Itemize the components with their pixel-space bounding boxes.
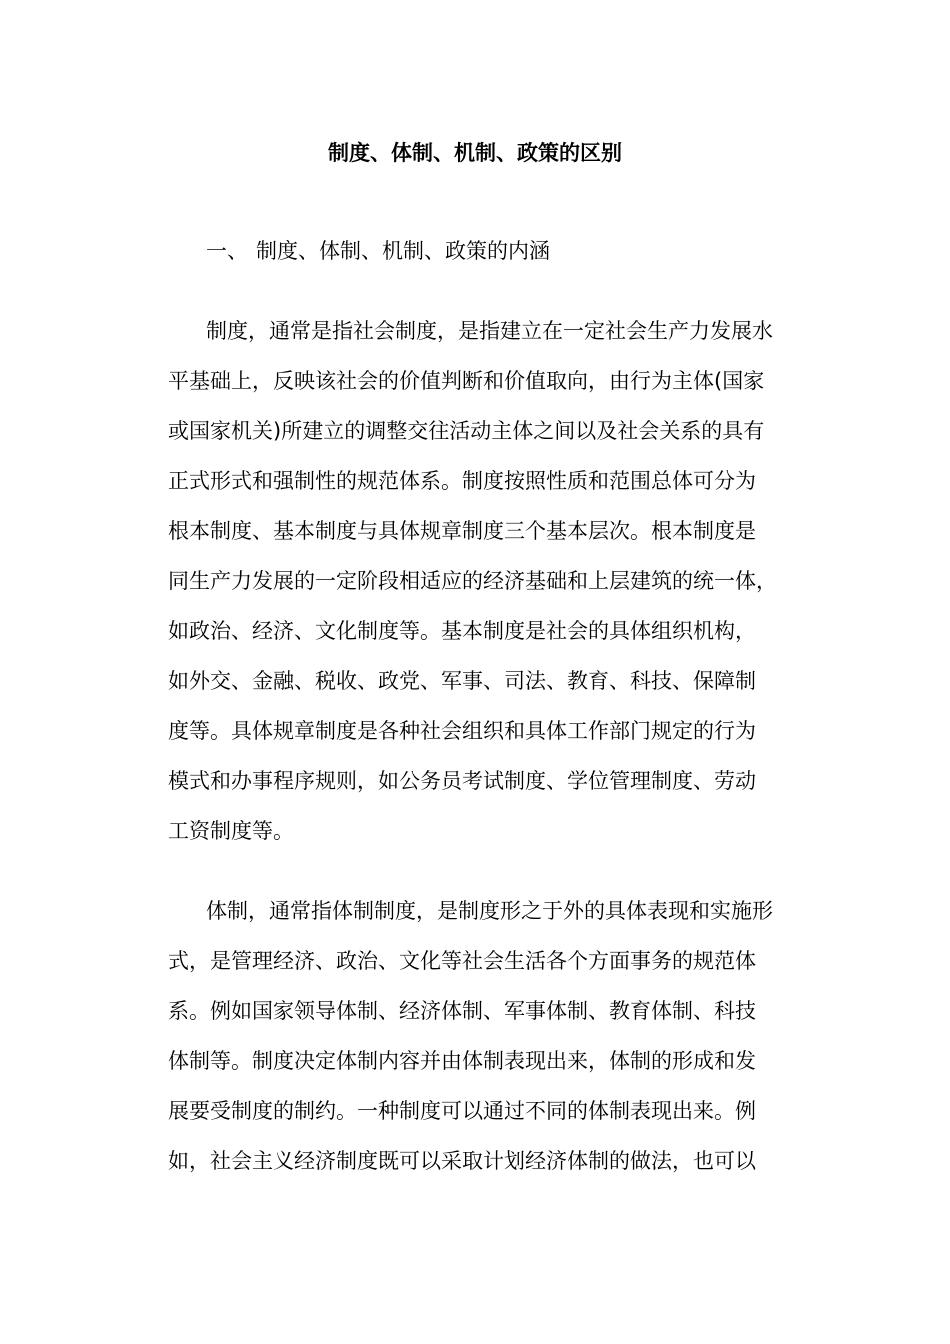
paragraph-system [168,886,808,1186]
section-heading [206,234,550,268]
paragraph-line: 工资制度等。 [168,819,294,843]
paragraph-line: 展要受制度的制约。一种制度可以通过不同的体制表现出来。例 [168,1099,756,1123]
paragraph-line: 体制，通常指体制制度，是制度形之于外的具体表现和实施形 [206,899,773,923]
document-title: 制度、体制、机制、政策的区别 [328,141,622,165]
section-heading-text: 制度、体制、机制、政策的内涵 [256,239,550,263]
paragraph-line: 模式和办事程序规则，如公务员考试制度、学位管理制度、劳动 [168,769,756,793]
paragraph-line: 如外交、金融、税收、政党、军事、司法、教育、科技、保障制 [168,669,756,693]
paragraph-institution [168,306,808,856]
section-number: 一、 [206,239,248,263]
paragraph-line: 体制等。制度决定体制内容并由体制表现出来，体制的形成和发 [168,1049,756,1073]
paragraph-line: 制度，通常是指社会制度，是指建立在一定社会生产力发展水 [206,319,773,343]
paragraph-line: 或国家机关)所建立的调整交往活动主体之间以及社会关系的具有 [168,419,765,443]
paragraph-line: 根本制度、基本制度与具体规章制度三个基本层次。根本制度是 [168,519,756,543]
paragraph-line: 系。例如国家领导体制、经济体制、军事体制、教育体制、科技 [168,999,756,1023]
paragraph-line: 正式形式和强制性的规范体系。制度按照性质和范围总体可分为 [168,469,756,493]
paragraph-line: 式，是管理经济、政治、文化等社会生活各个方面事务的规范体 [168,949,756,973]
paragraph-line: 如政治、经济、文化制度等。基本制度是社会的具体组织机构， [168,619,756,643]
paragraph-line: 如，社会主义经济制度既可以采取计划经济体制的做法，也可以 [168,1149,756,1173]
paragraph-line: 平基础上，反映该社会的价值判断和价值取向，由行为主体(国家 [168,369,765,393]
paragraph-line: 度等。具体规章制度是各种社会组织和具体工作部门规定的行为 [168,719,756,743]
paragraph-line: 同生产力发展的一定阶段相适应的经济基础和上层建筑的统一体， [168,569,777,593]
